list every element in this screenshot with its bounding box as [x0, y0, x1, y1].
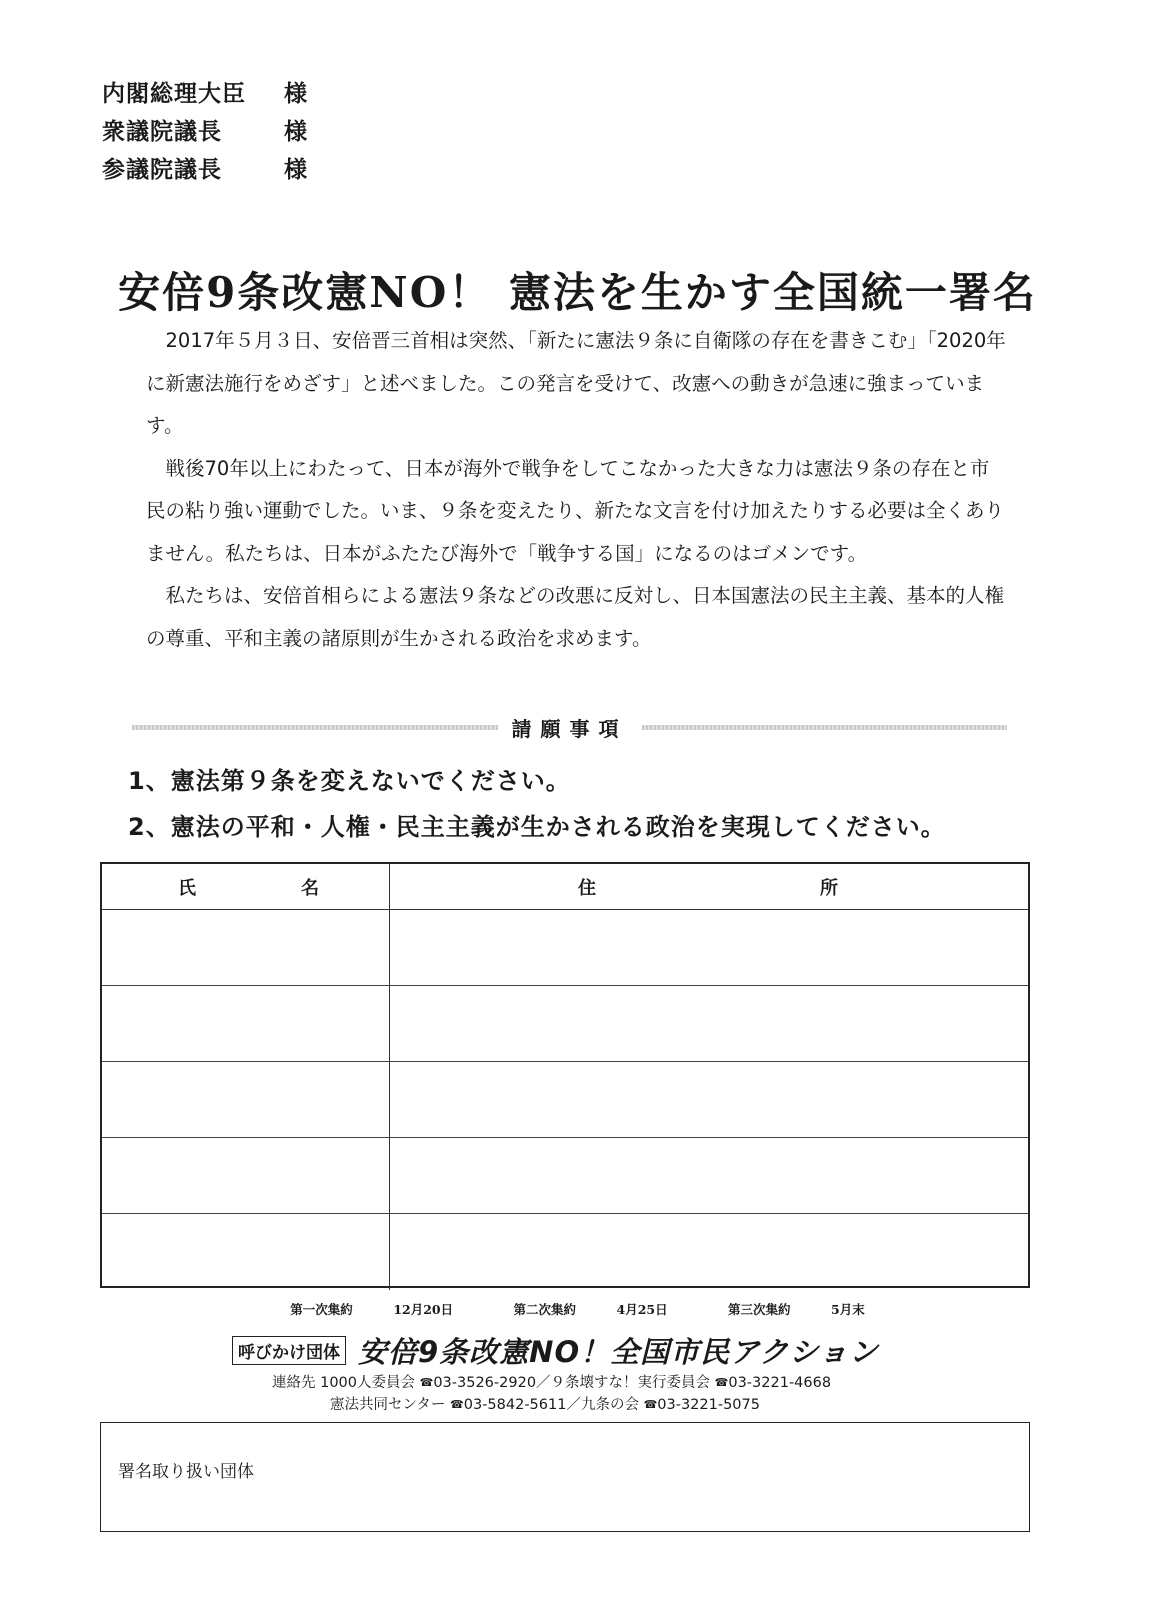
- petition-title: 安倍9条改憲NO！ 憲法を生かす全国統一署名: [118, 268, 1037, 318]
- name-cell[interactable]: [102, 1062, 390, 1137]
- addressee-suffix: 様: [284, 79, 307, 107]
- collection-deadlines: [0, 1300, 1155, 1318]
- body-paragraph: 2017年５月３日、安倍晋三首相は突然、「新たに憲法９条に自衛隊の存在を書きこむ」「2020年に新憲法施行をめざす」と述べました。この発言を受けて、改憲への動きが急速に強まっています。: [146, 329, 1006, 437]
- contact-phone: 03-3526-2920: [433, 1375, 537, 1391]
- name-cell[interactable]: [102, 1214, 390, 1290]
- address-cell[interactable]: [390, 1062, 1028, 1137]
- contact-org: ９条壊すな！実行委員会: [550, 1375, 711, 1391]
- addressee-name: 内閣総理大臣: [102, 79, 246, 107]
- name-header-char: 名: [301, 877, 319, 899]
- deadline-date: 12月20日: [393, 1302, 454, 1317]
- signature-row: [102, 1138, 1028, 1214]
- deadline-item: [276, 1302, 467, 1317]
- contact-phone: 03-3221-5075: [657, 1397, 760, 1413]
- address-cell[interactable]: [390, 1214, 1028, 1290]
- addressee-list: [102, 72, 324, 186]
- addressee-row: [102, 148, 324, 186]
- deadline-label: 第一次集約: [290, 1302, 353, 1317]
- contact-org: 九条の会: [580, 1397, 639, 1413]
- body-paragraph: 戦後70年以上にわたって、日本が海外で戦争をしてこなかった大きな力は憲法９条の存在と市民の粘り強い運動でした。いま、９条を変えたり、新たな文言を付け加えたりする必要は全くありません。私たちは、日本がふたたび海外で「戦争する国」になるのはゴメンです。: [146, 456, 1005, 565]
- name-cell[interactable]: [102, 986, 390, 1061]
- petition-items: [128, 758, 946, 850]
- contact-org: 1000人委員会: [320, 1375, 416, 1391]
- addressee-name: 参議院議長: [102, 155, 222, 183]
- name-column-header: [102, 864, 390, 909]
- addressee-suffix: 様: [284, 117, 307, 145]
- signature-row: [102, 986, 1028, 1062]
- signature-row: [102, 910, 1028, 986]
- petition-items-heading: [132, 712, 1007, 742]
- handler-label: 署名取り扱い団体: [118, 1462, 254, 1482]
- addressee-row: [102, 110, 324, 148]
- organizer-name: 安倍9条改憲NO！全国市民アクション: [358, 1335, 879, 1369]
- address-cell[interactable]: [390, 910, 1028, 985]
- deadline-label: 第二次集約: [513, 1302, 576, 1317]
- contact-line: 憲法共同センター ☎03-5842-5611／九条の会 ☎03-3221-5075: [330, 1397, 760, 1413]
- name-cell[interactable]: [102, 1138, 390, 1213]
- signature-row: [102, 1214, 1028, 1290]
- heading-divider: [642, 725, 1008, 730]
- heading-divider: [132, 725, 498, 730]
- deadline-label: 第三次集約: [727, 1302, 791, 1317]
- phone-icon: ☎: [714, 1376, 729, 1389]
- contact-phone: 03-5842-5611: [463, 1397, 567, 1413]
- address-column-header: [390, 864, 1028, 909]
- address-cell[interactable]: [390, 1138, 1028, 1213]
- petition-item: 2、憲法の平和・人権・民主主義が生かされる政治を実現してください。: [128, 813, 946, 841]
- address-header-char: 住: [578, 877, 596, 899]
- contact-phone: 03-3221-4668: [728, 1375, 832, 1391]
- signature-row: [102, 1062, 1028, 1138]
- signature-table: [100, 862, 1030, 1288]
- deadline-item: [499, 1302, 681, 1317]
- contact-prefix: 連絡先: [272, 1375, 316, 1391]
- deadline-date: 5月末: [831, 1302, 865, 1317]
- phone-icon: ☎: [643, 1398, 658, 1411]
- signature-table-header: [102, 864, 1028, 910]
- contact-info: [272, 1372, 831, 1416]
- organizer: [232, 1330, 879, 1371]
- address-cell[interactable]: [390, 986, 1028, 1061]
- name-cell[interactable]: [102, 910, 390, 985]
- contact-line: 連絡先 1000人委員会 ☎03-3526-2920／９条壊すな！実行委員会 ☎03-3221-4668: [272, 1375, 832, 1391]
- handler-organization-box[interactable]: [100, 1422, 1030, 1532]
- deadline-item: [714, 1302, 879, 1317]
- organizer-tag: 呼びかけ団体: [232, 1336, 346, 1365]
- contact-org: 憲法共同センター: [330, 1397, 446, 1413]
- petition-body: [146, 320, 1006, 660]
- addressee-name: 衆議院議長: [102, 117, 222, 145]
- addressee-suffix: 様: [284, 155, 307, 183]
- heading-label: 請願事項: [511, 716, 628, 741]
- address-header-char: 所: [820, 877, 838, 899]
- body-paragraph: 私たちは、安倍首相らによる憲法９条などの改悪に反対し、日本国憲法の民主主義、基本的人権の尊重、平和主義の諸原則が生かされる政治を求めます。: [146, 584, 1005, 650]
- phone-icon: ☎: [450, 1398, 464, 1411]
- phone-icon: ☎: [419, 1376, 434, 1389]
- addressee-row: [102, 72, 324, 110]
- deadline-date: 4月25日: [616, 1302, 668, 1317]
- petition-item: 1、憲法第９条を変えないでください。: [128, 767, 571, 795]
- name-header-char: 氏: [178, 877, 196, 899]
